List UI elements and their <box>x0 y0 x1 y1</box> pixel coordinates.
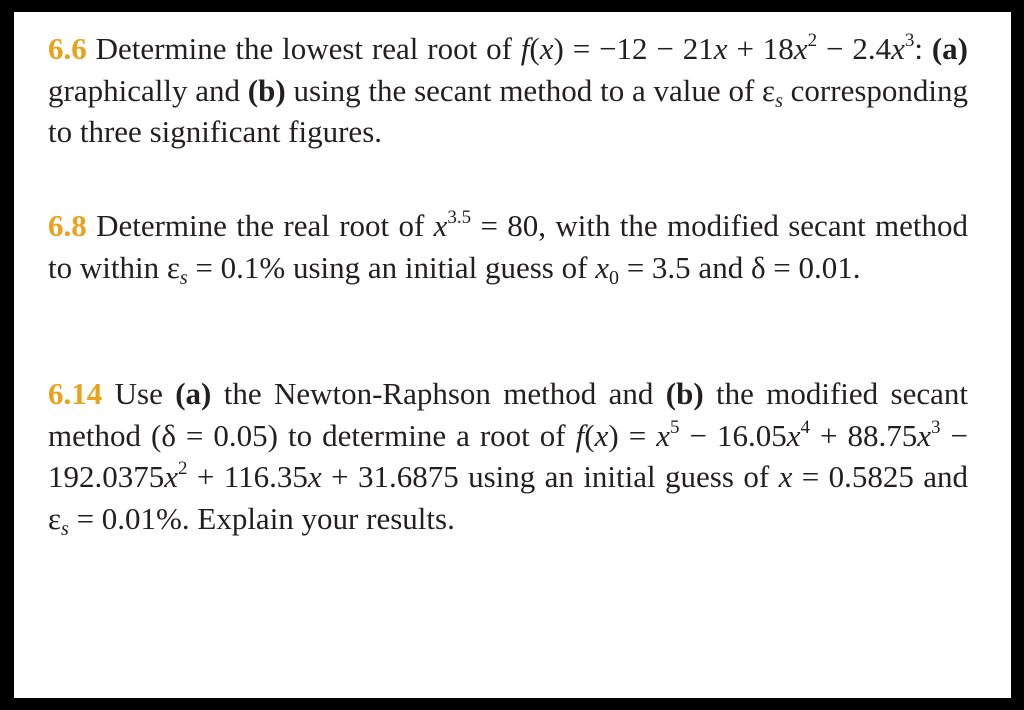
problem-number: 6.8 <box>48 208 87 243</box>
problem-6-14 <box>48 373 968 539</box>
problem-6-8 <box>48 205 968 288</box>
problem-number: 6.14 <box>48 376 103 411</box>
problem-text: Use (a) the Newton-Raphson method and (b) the modified secant method (δ = 0.05) to determine a root of $f(x) = x^5 - 16.05x^4 + 88.75x^3 - 192.0375x^2 + 116.35x + 31.6875$ using an initial guess of x = 0.5825 and $\varepsilon_s = 0.01\%$. Explain your results. <box>48 376 969 540</box>
problem-text: Determine the lowest real root of $f(x) = -12 - 21x + 18x^2 - 2.4x^3$: (a) graphically and (b) using the secant method to a value of $\varepsilon_s$ corresponding to three significant figures. <box>48 30 969 149</box>
problem-text: Determine the real root of $x^{3.5} = 80$, with the modified secant method to within $\varepsilon_s = 0.1\%$ using an initial guess of $x_0 = 3.5$ and δ = 0.01. <box>48 207 968 289</box>
problem-6-6 <box>48 28 968 153</box>
document-page <box>14 12 1011 698</box>
problem-number: 6.6 <box>48 31 87 66</box>
